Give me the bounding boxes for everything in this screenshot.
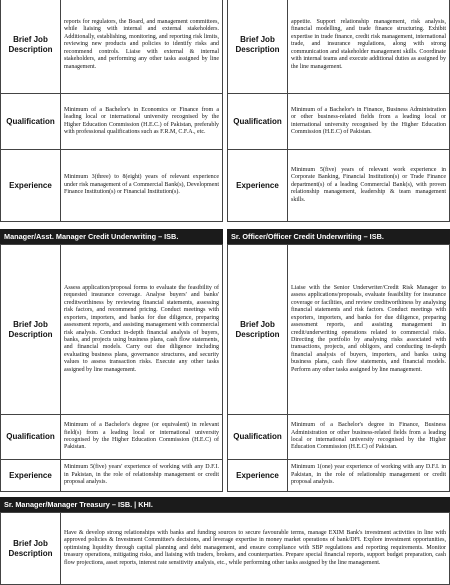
qualification-label: Qualification [228, 415, 288, 460]
job-title-header: Manager/Asst. Manager Credit Underwriting – ISB. [0, 229, 223, 244]
experience-text: Minimum 5(five) years of relevant work experience in Corporate Banking, Financial Institution(s) or Trade Finance department(s) of a leading Commercial Bank(s), with proven relationship management, leadership & team management skills. [288, 150, 450, 222]
brief-job-description-text: Assess application/proposal forms to evaluate the feasibility of requested insurance coverage. Analyse buyers' and banks' creditworthiness by reviewing financial statements, assessing risk factors, and recommend pricing. Conduct meetings with exporters, importers, and banks for due diligence, preparing assessment reports, and assisting management with commercial risk analysis. Conduct in-depth financial analysis of buyers, banks, and projects using business plans, cash flow statements, and financial models. Carry out due diligence including evaluating business plans, governance structures, and security values to assess transaction risks. Execute any other tasks assigned by line management. [61, 245, 223, 415]
brief-job-description-text: reports for regulators, the Board, and management committees, while liaising with internal and external stakeholders. Additionally, establishing, monitoring, and reporting risk limits, reviewing new products and policies to identify risks and recommend controls. Liaise with external & internal stakeholders, and performing any other tasks assigned by line management. [61, 0, 223, 94]
experience-text: Minimum 3(three) to 8(eight) years of relevant experience under risk management of a Commercial Bank(s), Development Finance Institution(s) or Financial Institution(s). [61, 150, 223, 222]
brief-job-description-label: Brief Job Description [1, 0, 61, 94]
qualification-label: Qualification [1, 94, 61, 150]
brief-job-description-label: Brief Job Description [1, 513, 61, 585]
experience-text: Minimum 1(one) year experience of working with any D.F.I. in Pakistan, in the role of relationship management or credit proposal analysis. [288, 460, 450, 492]
top-section [0, 0, 450, 222]
experience-label: Experience [1, 150, 61, 222]
qualification-label: Qualification [1, 415, 61, 460]
brief-job-description-text: Have & develop strong relationships with banks and funding sources to secure favourable terms, manage EXIM Bank's investment activities in line with approved policies & Investment Committee's decisions, and leverage expertise in money market operations of bank/DFI. Explore investment opportunities, optimising liquidity through capital planning and debt management, and ensure compliance with SBP regulations and reporting requirements. Monitor treasury operations, mitigating risks, and liaising with traders, brokers, and counterparties. Prepare special financial reports, support budget preparation, cash flow projections, asset reports, interest rate sensitivity analysis, etc., while performing other tasks assigned by the line management. [61, 513, 450, 585]
experience-label: Experience [228, 150, 288, 222]
middle-section [0, 229, 450, 492]
brief-job-description-text: Liaise with the Senior Underwriter/Credit Risk Manager to assess applications/proposals, evaluate feasibility for insurance coverage or facilities, and review creditworthiness by analysing financial statements and risk factors. Conduct meetings with exporters, importers, and banks for due diligence, preparing assessment reports, and assisting management in credit/underwriting operations related to commercial risks. Directing the portfolio by analysing risks associated with transactions, projects, and obligors, and conducting in-depth financial analysis of buyers, importers, and banks using business plans, cash flow statements, and financial models. Perform any other tasks assigned by line management. [288, 245, 450, 415]
qualification-label: Qualification [228, 94, 288, 150]
experience-label: Experience [1, 460, 61, 492]
credit-underwriting-manager-block [0, 229, 223, 492]
credit-underwriting-officer-block [227, 229, 450, 492]
qualification-text: Minimum of a Bachelor's degree (or equivalent) in relevant field(s) from a leading local or international university recognised by the Higher Education Commission (H.E.C) of Pakistan. [61, 415, 223, 460]
top-left-table [0, 0, 223, 222]
brief-job-description-label: Brief Job Description [1, 245, 61, 415]
treasury-block [0, 497, 450, 585]
job-title-header: Sr. Manager/Manager Treasury – ISB. | KHI. [0, 497, 450, 512]
qualification-text: Minimum of a Bachelor's in Finance, Business Administration or other business-related fields from a leading local or international university recognised by the Higher Education Commission (H.E.C) of Pakistan. [288, 94, 450, 150]
brief-job-description-label: Brief Job Description [228, 0, 288, 94]
qualification-text: Minimum of a Bachelor's degree in Finance, Business Administration or other business-related fields from a leading local or international university recognised by the Higher Education Commission (H.E.C) of Pakistan. [288, 415, 450, 460]
job-title-header: Sr. Officer/Officer Credit Underwriting – ISB. [227, 229, 450, 244]
brief-job-description-label: Brief Job Description [228, 245, 288, 415]
brief-job-description-text: appetite. Support relationship management, risk analysis, financial modelling, and trade finance structuring. Exhibit expertise in trade finance, credit risk management, international trade, and insurance regulations, along with strong communication and stakeholder management skills. Coordinate with internal teams and execute additional duties as assigned by the line management. [288, 0, 450, 94]
top-right-table [227, 0, 450, 222]
experience-label: Experience [228, 460, 288, 492]
qualification-text: Minimum of a Bachelor's in Economics or Finance from a leading local or international university recognised by the Higher Education Commission (H.E.C.) of Pakistan, preferably with professional qualifications such as F.R.M, C.F.A., etc. [61, 94, 223, 150]
experience-text: Minimum 5(five) years' experience of working with any D.F.I. in Pakistan, in the role of relationship management or credit proposal analysis. [61, 460, 223, 492]
